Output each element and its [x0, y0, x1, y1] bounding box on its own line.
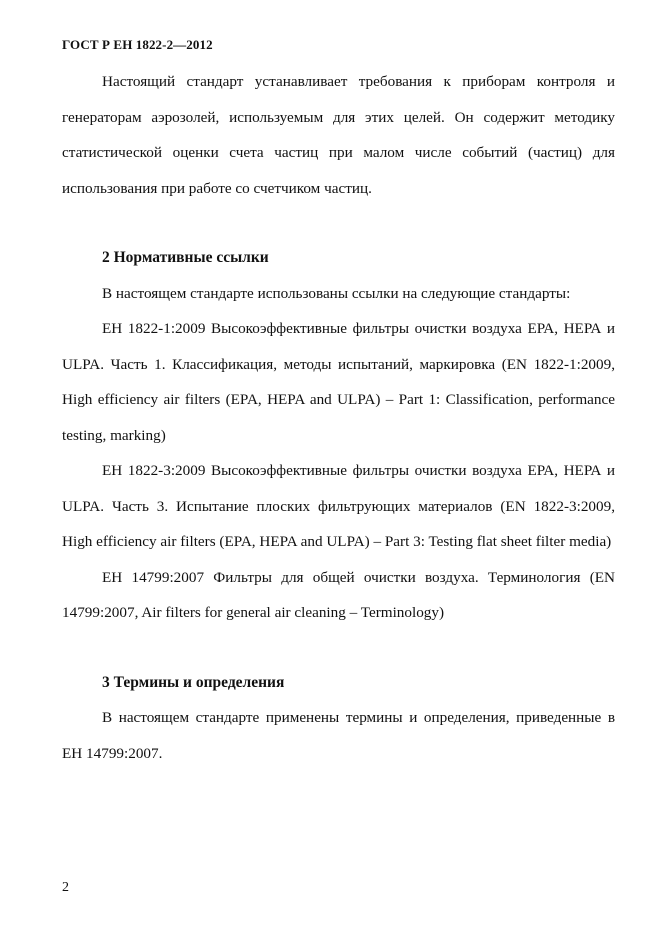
section-3-paragraph: В настоящем стандарте применены термины и определения, приведенные в ЕН 14799:2007.	[62, 709, 615, 762]
document-header: ГОСТ Р ЕН 1822-2—2012	[62, 37, 213, 52]
reference-en-1822-3: ЕН 1822-3:2009 Высокоэффективные фильтры очистки воздуха ЕРА, НЕРА и ULPA. Часть 3. Испытание плоских фильтрующих материалов (EN 1822-3:2009, High efficiency air filters (EPA, HEPA and ULPA) – Part 3: Testing flat sheet filter media)	[62, 462, 615, 550]
intro-paragraph: Настоящий стандарт устанавливает требования к приборам контроля и генераторам аэрозолей, используемым для этих целей. Он содержит методику статистической оценки счета частиц при малом числе событий (частиц) для использования при работе со счетчиком частиц.	[62, 73, 615, 197]
reference-en-1822-1: ЕН 1822-1:2009 Высокоэффективные фильтры очистки воздуха ЕРА, НЕРА и ULPA. Часть 1. Классификация, методы испытаний, маркировка (EN 1822-1:2009, High efficiency air filters (EPA, HEPA and ULPA) – Part 1: Classification, performance testing, marking)	[62, 320, 615, 444]
document-body	[62, 64, 615, 771]
section-spacer	[62, 631, 615, 665]
page-number: 2	[62, 880, 69, 895]
section-3-heading: 3 Термины и определения	[102, 673, 285, 691]
reference-en-14799: ЕН 14799:2007 Фильтры для общей очистки воздуха. Терминология (EN 14799:2007, Air filters for general air cleaning – Terminology)	[62, 568, 615, 621]
section-2-intro: В настоящем стандарте использованы ссылки на следующие стандарты:	[102, 284, 571, 302]
section-spacer	[62, 206, 615, 240]
section-2-heading: 2 Нормативные ссылки	[102, 249, 269, 266]
